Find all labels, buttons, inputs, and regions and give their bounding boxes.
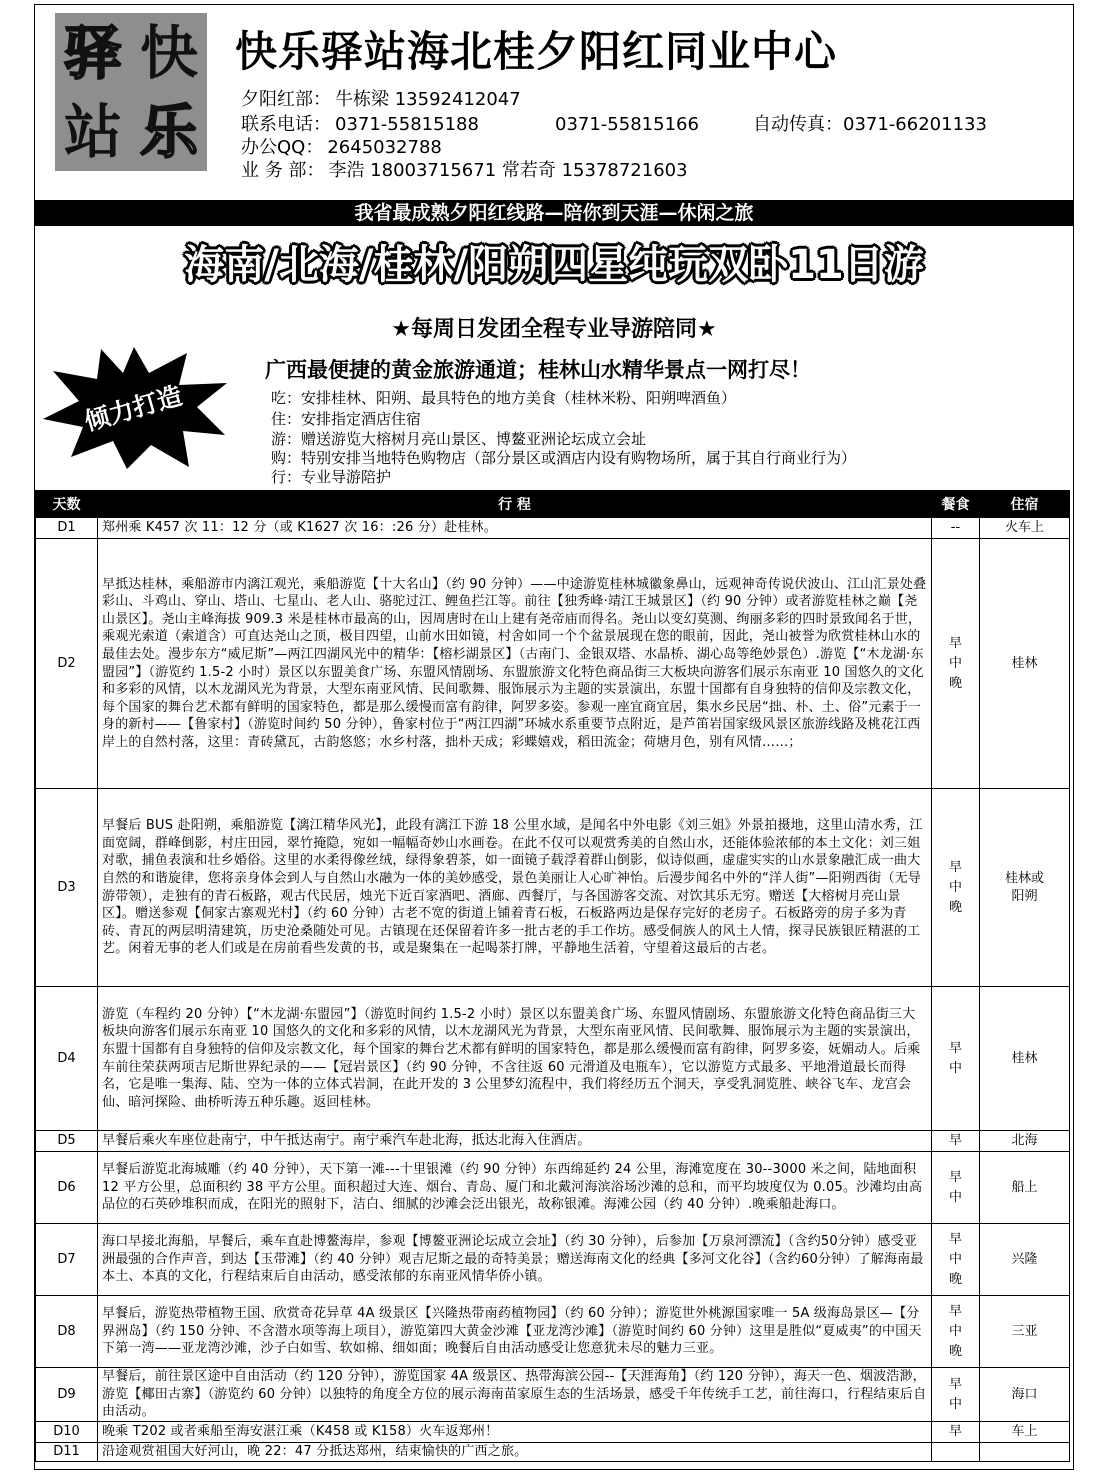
lodging-cell: 船上 bbox=[980, 1152, 1070, 1224]
itinerary-cell: 沿途观赏祖国大好河山，晚 22：47 分抵达郑州，结束愉快的广西之旅。 bbox=[98, 1443, 932, 1462]
lodging-cell: 桂林 bbox=[980, 987, 1070, 1131]
contact-label: 自动传真： bbox=[753, 114, 843, 135]
itinerary-cell: 早餐后，前往景区途中自由活动（约 120 分钟），游览国家 4A 级景区、热带海滨公园--【天涯海角】（约 120 分钟），海天一色、烟波浩渺，游览【椰田古寨】（游览约 60 分钟）以独特的角度全方位的展示海南苗家原生态的生活场景，感受千年传统手工艺，前往海口，行程结束后自由活动。 bbox=[98, 1368, 932, 1422]
table-row bbox=[36, 789, 1070, 987]
lodging-cell: 兴隆 bbox=[980, 1224, 1070, 1296]
day-cell: D2 bbox=[36, 539, 98, 789]
itinerary-cell: 早餐后乘火车座位赴南宁，中午抵达南宁。南宁乘汽车赴北海，抵达北海入住酒店。 bbox=[98, 1131, 932, 1152]
feature-line: 住：安排指定酒店住宿 bbox=[271, 410, 422, 428]
feature-line: 游：赠送游览大榕树月亮山景区、博鳌亚洲论坛成立会址 bbox=[271, 430, 647, 448]
day-cell: D7 bbox=[36, 1224, 98, 1296]
column-header: 住宿 bbox=[980, 491, 1070, 518]
tour-title: 海南/北海/桂林/阳朔四星纯玩双卧11日游 bbox=[184, 242, 924, 288]
itinerary-cell: 早抵达桂林，乘船游市内漓江观光，乘船游览【十大名山】（约 90 分钟）——中途游览桂林城徽象鼻山，远观神奇传说伏波山、江山汇景处叠彩山、斗鸡山、穿山、塔山、七星山、老人山、骆驼过江、鲤鱼拦江等。前往【独秀峰·靖江王城景区】（约 90 分钟）或者游览桂林之巅【尧山景区】。尧山主峰海拔 909.3 米是桂林市最高的山，因周唐时在山上建有尧帝庙而得名。尧山以变幻莫测、绚丽多彩的四时景致闻名于世，乘观光索道（索道含）可直达尧山之顶，极目四望，山前水田如镜，村舍如同一个个盆景展现在您的眼前，因此，尧山被誉为欣赏桂林山水的最佳去处。漫步东方“威尼斯”—两江四湖风光中的精华：【榕杉湖景区】（古南门、金银双塔、水晶桥、湖心岛等绝妙景色）.游览【“木龙湖·东盟园”】（游览约 1.5-2 小时）景区以东盟美食广场、东盟风情剧场、东盟旅游文化特色商品街三大板块向游客们展示东南亚 10 国悠久的文化和多彩的风情，以木龙湖风光为背景，大型东南亚风情、民间歌舞、服饰展示为主题的实景演出，东盟十国都有自身独特的信仰及宗教文化，每个国家的舞台艺术都有鲜明的国家特色，都是那么缓慢而富有韵律，阿罗多姿。参观一座宜商宜居，集水乡民居“拙、朴、土、俗”元素于一身的新村——【鲁家村】（游览时间约 50 分钟），鲁家村位于“两江四湖”环城水系重要节点附近，是芦笛岩国家级风景区旅游线路及桃花江西岸上的自然村落，这里：青砖黛瓦，古韵悠悠；水乡村落，拙朴天成；彩蝶嬉戏，稻田流金；荷塘月色，别有风情……； bbox=[98, 539, 932, 789]
headline: 广西最便捷的黄金旅游通道；桂林山水精华景点一网打尽！ bbox=[265, 358, 811, 382]
day-cell: D6 bbox=[36, 1152, 98, 1224]
logo-char: 驿 bbox=[63, 18, 122, 87]
itinerary-table bbox=[35, 490, 1070, 1462]
table-row bbox=[36, 518, 1070, 539]
itinerary-cell: 早餐后 BUS 赴阳朔，乘船游览【漓江精华风光】，此段有漓江下游 18 公里水域，是闻名中外电影《刘三姐》外景拍摄地，这里山清水秀，江面宽阔，群峰倒影，村庄田园，翠竹掩隐，宛如一幅幅奇妙山水画卷。在此不仅可以观赏秀美的自然山水，还能体验浓郁的本土文化：刘三姐对歌，捕鱼表演和壮乡婚俗。这里的水柔得像丝绒，绿得象碧茶，如一面镜子载浮着群山倒影，似诗似画，虚虚实实的山水景象融汇成一曲大自然的和谐旋律，您将亲身体会到人与自然山水融为一体的美妙感受，景色美丽让人心旷神怡。后漫步闻名中外的“洋人街”—阳朔西街（无导游带领），走独有的青石板路，观古代民居，烛光下近百家酒吧、酒廊、西餐厅，与各国游客交流、对饮其乐无穷。赠送【大榕树月亮山景区】。赠送参观【侗家古寨观光村】（约 60 分钟）古老不宽的街道上铺着青石板，石板路两边是保存完好的老房子。石板路旁的房子多为青砖、青瓦的两层明清建筑，历史沧桑随处可见。古镇现在还保留着许多一批古老的手工作坊。感受侗族人的风土人情，探寻民族银匠精湛的工艺。闲着无事的老人们或是在房前看些发黄的书，或是聚集在一起喝茶打牌，平静地生活着，守望着这最后的古老。 bbox=[98, 789, 932, 987]
table-header-row bbox=[36, 491, 1070, 518]
column-header: 餐食 bbox=[932, 491, 980, 518]
feature-line: 购：特别安排当地特色购物店（部分景区或酒店内设有购物场所，属于其自行商业行为） bbox=[271, 449, 857, 467]
lodging-cell: 三亚 bbox=[980, 1296, 1070, 1368]
table-row bbox=[36, 1131, 1070, 1152]
table-row bbox=[36, 1224, 1070, 1296]
lodging-cell: 车上 bbox=[980, 1422, 1070, 1443]
lodging-cell: 桂林 bbox=[980, 539, 1070, 789]
starburst-badge bbox=[39, 345, 229, 470]
meal-cell: 早 中 bbox=[932, 1152, 980, 1224]
day-cell: D10 bbox=[36, 1422, 98, 1443]
day-cell: D3 bbox=[36, 789, 98, 987]
contact-line bbox=[241, 139, 442, 157]
badge-text: 倾力打造 bbox=[81, 380, 186, 437]
meal-cell: 早 bbox=[932, 1422, 980, 1443]
meal-cell: 早 bbox=[932, 1131, 980, 1152]
meal-cell: 早 中 bbox=[932, 1368, 980, 1422]
table-row bbox=[36, 539, 1070, 789]
meal-cell: 早 中 晚 bbox=[932, 1224, 980, 1296]
itinerary-cell: 早餐后，游览热带植物王国、欣赏奇花异草 4A 级景区【兴隆热带南药植物园】（约 60 分钟）；游览世外桃源国家唯一 5A 级海岛景区—【分界洲岛】（约 150 分钟、不含潜水项等海上项目），游览第四大黄金沙滩【亚龙湾沙滩】（游览时间约 60 分钟）这里是胜似“夏威夷”的中国天下第一湾——亚龙湾沙滩，沙子白如雪、软如棉、细如面；晚餐后自由活动感受让您意犹未尽的魅力三亚。 bbox=[98, 1296, 932, 1368]
tour-subtitle: ★每周日发团全程专业导游陪同★ bbox=[391, 317, 717, 342]
meal-cell: 早 中 晚 bbox=[932, 789, 980, 987]
meal-cell: 早 中 晚 bbox=[932, 539, 980, 789]
day-cell: D11 bbox=[36, 1443, 98, 1462]
table-row bbox=[36, 1296, 1070, 1368]
logo-char: 站 bbox=[63, 97, 122, 166]
flyer bbox=[34, 4, 1074, 1470]
meal-cell bbox=[932, 1443, 980, 1462]
table-row bbox=[36, 1443, 1070, 1462]
contact-line bbox=[241, 116, 479, 134]
logo bbox=[55, 13, 207, 171]
feature-line: 吃：安排桂林、阳朔、最具特色的地方美食（桂林米粉、阳朔啤酒鱼） bbox=[271, 389, 737, 407]
slogan-bar: 我省最成熟夕阳红线路—陪你到天涯—休闲之旅 bbox=[35, 200, 1073, 226]
page-title: 快乐驿站海北桂夕阳红同业中心 bbox=[235, 27, 838, 76]
meal-cell: -- bbox=[932, 518, 980, 539]
meal-cell: 早 中 晚 bbox=[932, 1296, 980, 1368]
table-row bbox=[36, 987, 1070, 1131]
lodging-cell: 海口 bbox=[980, 1368, 1070, 1422]
logo-char: 乐 bbox=[139, 97, 198, 166]
table-row bbox=[36, 1368, 1070, 1422]
itinerary-cell: 海口早接北海船，早餐后，乘车直赴博鳌海岸，参观【博鳌亚洲论坛成立会址】（约 30 分钟），后参加【万泉河漂流】（含约50分钟）感受亚洲最强的合作声音，到达【玉带滩】（约 40 分钟）观吉尼斯之最的奇特美景；赠送海南文化的经典【多河文化谷】（含约60分钟）了解海南最本土、本真的文化，行程结束后自由活动，感受浓郁的东南亚风情华侨小镇。 bbox=[98, 1224, 932, 1296]
lodging-cell: 桂林或 阳朔 bbox=[980, 789, 1070, 987]
day-cell: D5 bbox=[36, 1131, 98, 1152]
contact-label: 联系电话： bbox=[241, 114, 331, 135]
contact-label: 夕阳红部： bbox=[241, 89, 331, 110]
lodging-cell bbox=[980, 1443, 1070, 1462]
contact-label: 业 务 部： bbox=[241, 160, 325, 181]
lodging-cell: 火车上 bbox=[980, 518, 1070, 539]
fax-line bbox=[753, 116, 987, 134]
lodging-cell: 北海 bbox=[980, 1131, 1070, 1152]
itinerary-cell: 晚乘 T202 或者乘船至海安湛江乘（K458 或 K158）火车返郑州！ bbox=[98, 1422, 932, 1443]
table-row bbox=[36, 1152, 1070, 1224]
contact-line bbox=[241, 91, 521, 109]
contact-line bbox=[241, 162, 688, 180]
itinerary-cell: 郑州乘 K457 次 11：12 分（或 K1627 次 16：:26 分）赴桂林。 bbox=[98, 518, 932, 539]
table-row bbox=[36, 1422, 1070, 1443]
logo-char: 快 bbox=[139, 18, 198, 87]
column-header: 行 程 bbox=[98, 491, 932, 518]
contact-value: 0371-55815188 bbox=[335, 114, 479, 135]
feature-line: 行：专业导游陪护 bbox=[271, 468, 392, 486]
day-cell: D4 bbox=[36, 987, 98, 1131]
contact-value: 牛栋梁 13592412047 bbox=[335, 89, 521, 110]
contact-value: 李浩 18003715671 常若奇 15378721603 bbox=[328, 160, 688, 181]
column-header: 天数 bbox=[36, 491, 98, 518]
day-cell: D1 bbox=[36, 518, 98, 539]
contact-label: 办公QQ： bbox=[241, 137, 324, 158]
day-cell: D9 bbox=[36, 1368, 98, 1422]
contact-value: 0371-55815166 bbox=[555, 114, 699, 135]
itinerary-cell: 早餐后游览北海城雕（约 40 分钟），天下第一滩---十里银滩（约 90 分钟）东西绵延约 24 公里，海滩宽度在 30--3000 米之间，陆地面积 12 平方公里，总面积约 38 平方公里。面积超过大连、烟台、青岛、厦门和北戴河海滨浴场沙滩的总和，而平均坡度仅为 0.05。沙滩均由高品位的石英砂堆积而成，在阳光的照射下，洁白、细腻的沙滩会泛出银光，故称银滩。海滩公园（约 40 分钟）.晚乘船赴海口。 bbox=[98, 1152, 932, 1224]
itinerary-cell: 游览（车程约 20 分钟）【“木龙湖·东盟园”】（游览时间约 1.5-2 小时）景区以东盟美食广场、东盟风情剧场、东盟旅游文化特色商品街三大板块向游客们展示东南亚 10 国悠久的文化和多彩的风情，以木龙湖风光为背景，大型东南亚风情、民间歌舞、服饰展示为主题的实景演出，东盟十国都有自身独特的信仰及宗教文化，每个国家的舞台艺术都有鲜明的国家特色，都是那么缓慢而富有韵律，阿罗多姿，妩媚动人。后乘车前往荣获两项吉尼斯世界纪录的——【冠岩景区】（约 90 分钟，不含往返 60 元滑道及电瓶车），它以游览方式最多、平地滑道最长而得名，它是唯一集海、陆、空为一体的立体式岩洞，在此开发的 3 公里梦幻流程中，我们将经历五个洞天，享受乳洞览胜、峡谷飞车、龙宫会仙、暗河探险、曲桥听涛五种乐趣。返回桂林。 bbox=[98, 987, 932, 1131]
meal-cell: 早 中 bbox=[932, 987, 980, 1131]
contact-value: 0371-66201133 bbox=[843, 114, 987, 135]
contact-value: 2645032788 bbox=[327, 137, 442, 158]
day-cell: D8 bbox=[36, 1296, 98, 1368]
